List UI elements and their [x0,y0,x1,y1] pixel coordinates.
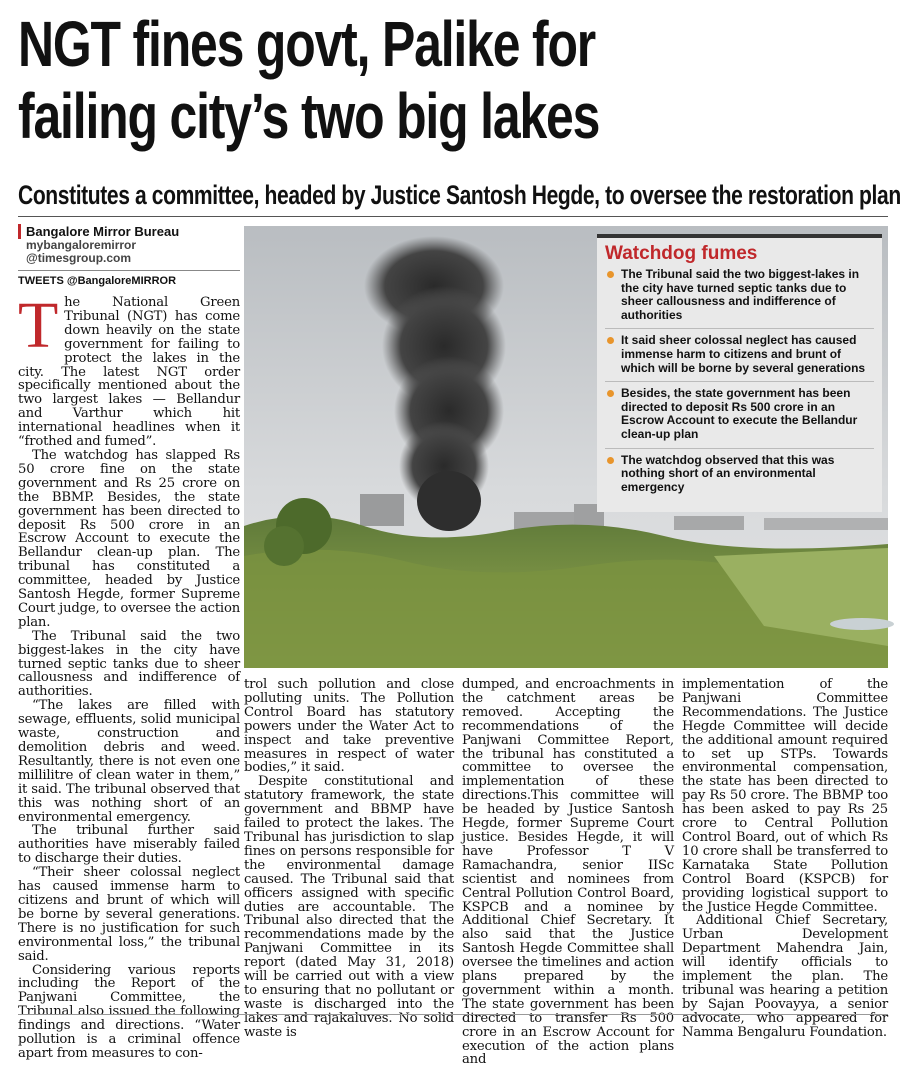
headline [18,8,697,152]
watchdog-fumes-box [597,234,882,512]
article-paragraph: “The lakes are filled with sewage, effluents, solid municipal waste, construction and demolition debris and weed. Resultantly, there is not even one millilitre of clean water in them,” it said. The tribunal observed that this was nothing short of an environmental emergency. [18,698,240,825]
article-column-2 [244,677,454,1040]
bullet-icon [607,271,614,278]
article-column-1 [18,289,240,1061]
article-paragraph: Considering various reports including the Report of the Panjwani Committee, the Tribunal also issued the following findings and directions. “Water pollution is a criminal offence apart from measures to con- [18,962,240,1061]
byline-bureau: Bangalore Mirror Bureau [18,224,240,239]
top-divider [18,216,888,217]
article-paragraph: The Tribunal said the two biggest-lakes in the city have turned septic tanks due to sheer callousness and indifference of authorities. [18,628,240,700]
byline-tweets: TWEETS @BangaloreMIRROR [18,270,240,288]
byline-email-domain: @timesgroup.com [26,251,132,265]
headline-line-2: failing city’s two big lakes [18,80,600,152]
bullet-icon [607,337,614,344]
article-paragraph: “Their sheer colossal neglect has caused immense harm to citizens and brunt of which will be borne by several generations. There is no justification for such environmental loss,” the tribunal said. [18,865,240,964]
article-paragraph: trol such pollution and close polluting units. The Pollution Control Board has statutory powers under the Water Act to inspect and take preventive measures in respect of water bodies,” it said. [244,677,454,776]
watchdog-item: The Tribunal said the two biggest-lakes in the city have turned septic tanks due to sheer callousness and indifference of authorities [605,268,874,329]
article-paragraph: The National Green Tribunal (NGT) has come down heavily on the state government for failing to protect the lakes in the city. The latest NGT order specifically mentioned about the two largest lakes — Bellandur and Varthur which hit international headlines when it “frothed and fumed”. [18,289,240,450]
article-paragraph: The watchdog has slapped Rs 50 crore fine on the state government and Rs 25 crore on the BBMP. Besides, the state government has been directed to deposit Rs 500 crore in an Escrow Account to execute the Bellandur clean-up plan. The tribunal has constituted a committee, headed by Justice Santosh Hegde, former Supreme Court judge, to oversee the action plan. [18,447,240,630]
article-paragraph: Additional Chief Secretary, Urban Development Department Mahendra Jain, will identify officials to implement the plan. The tribunal was hearing a petition by Sajan Poovayya, a senior advocate, who appeared for Namma Bengaluru Foundation. [682,913,888,1040]
bullet-icon [607,390,614,397]
watchdog-title: Watchdog fumes [605,243,758,264]
article-paragraph: The tribunal further said authorities have miserably failed to discharge their duties. [18,823,240,867]
drop-cap: T [18,289,59,362]
article-column-4 [682,677,888,1040]
watchdog-item: Besides, the state government has been directed to deposit Rs 500 crore in an Escrow Account to execute the Bellandur clean-up plan [605,387,874,448]
watchdog-item: The watchdog observed that this was nothing short of an environmental emergency [605,454,874,501]
article-column-3 [462,677,674,1067]
subheadline: Constitutes a committee, headed by Justice Santosh Hegde, to oversee the restoration plan [18,180,901,210]
watchdog-item: It said sheer colossal neglect has caused immense harm to citizens and brunt of which will be borne by several generations [605,334,874,382]
article-paragraph: implementation of the Panjwani Committee Recommendations. The Justice Hegde Committee will decide the additional amount required to set up STPs. Towards environmental compensation, the state has been directed to pay Rs 50 crore. The BBMP too has been asked to pay Rs 25 crore to Central Pollution Control Board, out of which Rs 10 crore shall be transferred to Karnataka State Pollution Control Board (KSPCB) for providing logistical support to the Justice Hegde Committee. [682,677,888,915]
headline-line-1: NGT fines govt, Palike for [18,8,596,80]
byline-email-user: mybangaloremirror [26,238,137,252]
bullet-icon [607,457,614,464]
byline [18,224,240,288]
article-paragraph: dumped, and encroachments in the catchment areas be removed. Accepting the recommendations of the Panjwani Committee Report, the tribunal has constituted a committee to oversee the implementation of these directions.This committee will be headed by Justice Santosh Hegde, former Supreme Court justice. Besides Hegde, it will have Professor T V Ramachandra, senior IISc scientist and nominees from Central Pollution Control Board, KSPCB and a nominee by Additional Chief Secretary. It also said that the Justice Santosh Hegde Committee shall oversee the timelines and action plans prepared by the government within a month. The state government has been directed to transfer Rs 500 crore in an Escrow Account for execution of the action plans and [462,677,674,1067]
article-paragraph: Despite constitutional and statutory framework, the state government and BBMP have failed to protect the lakes. The Tribunal has jurisdiction to slap fines on persons responsible for the environmental damage caused. The Tribunal said that officers assigned with specific duties are accountable. The Tribunal also directed that the recommendations made by the Panjwani Committee in its report (dated May 31, 2018) will be carried out with a view to ensuring that no pollutant or waste is discharged into the lakes and rajakaluves. No solid waste is [244,774,454,1040]
bottom-divider [18,1014,888,1015]
